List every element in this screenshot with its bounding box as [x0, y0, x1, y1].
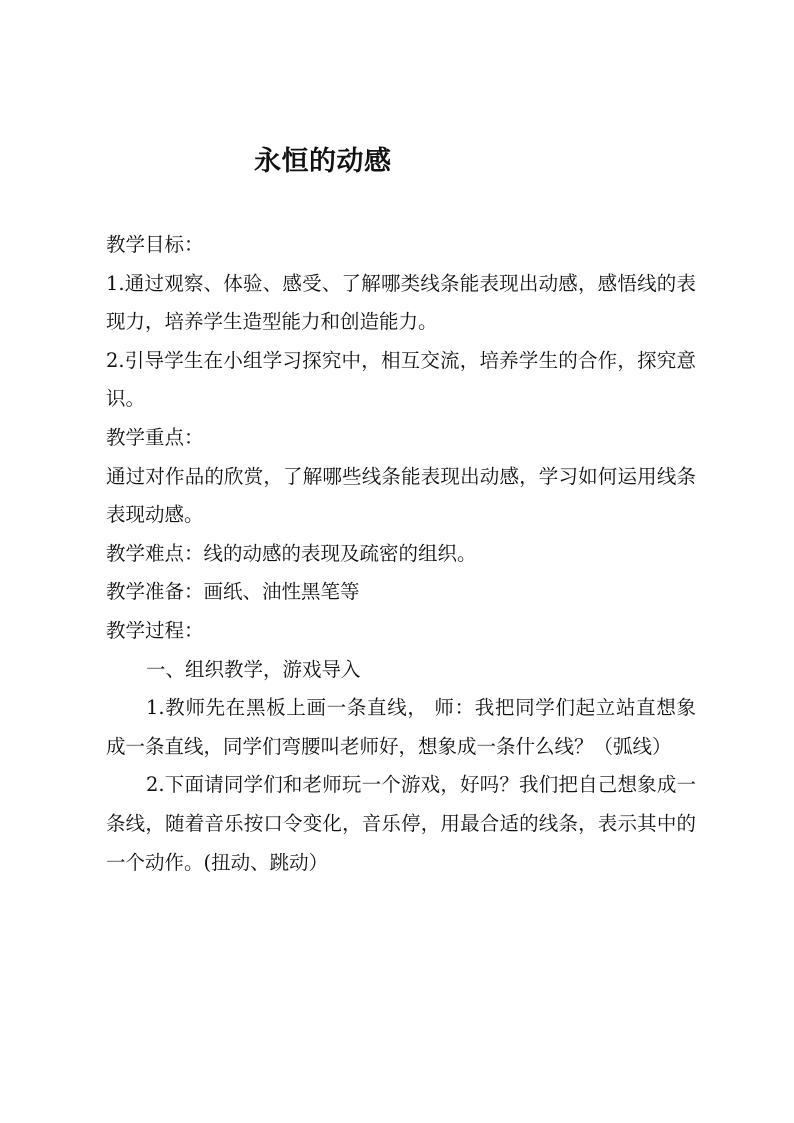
process-item-1: 1.教师先在黑板上画一条直线， 师：我把同学们起立站直想象成一条直线，同学们弯腰叫老师好，想象成一条什么线？（弧线）	[106, 696, 696, 758]
difficult-points: 教学难点：线的动感的表现及疏密的组织。	[106, 541, 477, 565]
section-heading-key-points: 教学重点：	[106, 425, 204, 449]
process-step-heading: 一、组织教学，游戏导入	[146, 657, 361, 681]
objective-1: 1.通过观察、体验、感受、了解哪类线条能表现出动感，感悟线的表现力，培养学生造型能力和创造能力。	[106, 271, 696, 334]
process-item-2: 2.下面请同学们和老师玩一个游戏，好吗？我们把自己想象成一条线，随着音乐按口令变化，音乐停，用最合适的线条，表示其中的一个动作。(扭动、跳动）	[106, 773, 696, 874]
section-heading-process: 教学过程：	[106, 618, 204, 642]
document-title: 永恒的动感	[254, 146, 392, 177]
objective-2: 2.引导学生在小组学习探究中，相互交流，培养学生的合作，探究意识。	[106, 348, 696, 411]
key-points-text: 通过对作品的欣赏，了解哪些线条能表现出动感，学习如何运用线条表现动感。	[106, 464, 696, 527]
document-body	[106, 226, 696, 882]
teaching-preparation: 教学准备：画纸、油性黑笔等	[106, 580, 360, 604]
section-heading-objectives: 教学目标：	[106, 233, 204, 256]
